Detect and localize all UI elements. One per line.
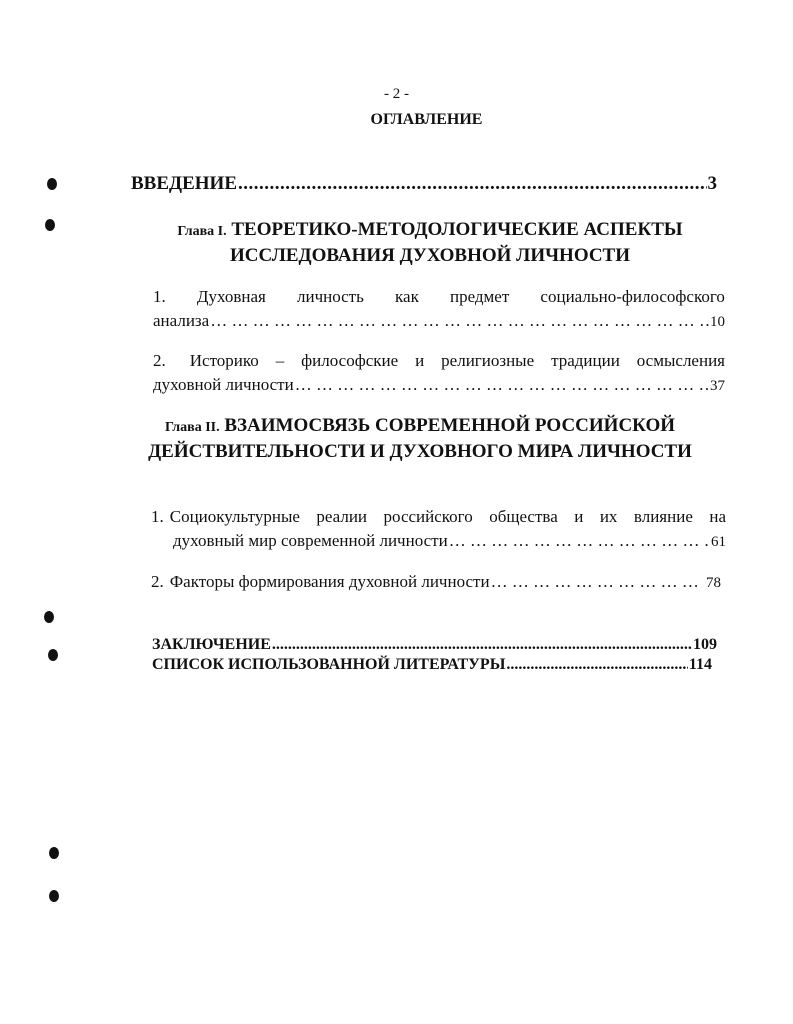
toc-entry-word: личность bbox=[296, 287, 364, 306]
toc-entry-label: Факторы формирования духовной личности bbox=[169, 572, 490, 591]
chapter-title-line-1: ТЕОРЕТИКО-МЕТОДОЛОГИЧЕСКИЕ АСПЕКТЫ bbox=[231, 219, 683, 240]
toc-page-number: 109 bbox=[693, 636, 717, 653]
toc-entry-text-line-2 bbox=[151, 529, 726, 554]
toc-entry-bibliography bbox=[152, 656, 712, 674]
toc-entry-text-line-1 bbox=[153, 285, 725, 309]
toc-page-number: 61 bbox=[711, 534, 726, 550]
punch-hole-mark bbox=[49, 890, 59, 902]
toc-entry-1-1 bbox=[153, 285, 725, 334]
toc-entry-number: 2. bbox=[153, 351, 166, 370]
toc-entry-text-line-1 bbox=[151, 570, 721, 595]
toc-entry-label: духовной личности bbox=[153, 375, 294, 394]
punch-hole-mark bbox=[49, 847, 59, 859]
toc-page-number: 37 bbox=[710, 378, 725, 394]
toc-entry-conclusion bbox=[152, 636, 717, 654]
toc-page-number: 78 bbox=[706, 575, 721, 591]
punch-hole-mark bbox=[45, 219, 55, 231]
leader-dots bbox=[491, 570, 705, 594]
toc-entry-number: 1. bbox=[151, 507, 164, 526]
toc-page-number: 3 bbox=[707, 173, 717, 194]
chapter-1-heading bbox=[150, 218, 710, 268]
toc-entry-text-line-1 bbox=[151, 505, 726, 529]
toc-entry-text-line-1 bbox=[153, 349, 725, 373]
toc-entry-label: духовный мир современной личности bbox=[173, 531, 448, 550]
page-title: ОГЛАВЛЕНИЕ bbox=[370, 111, 483, 128]
toc-entry-number: 1. bbox=[153, 287, 166, 306]
page-number: - 2 - bbox=[384, 86, 409, 102]
leader-dots bbox=[210, 309, 709, 333]
chapter-label: Глава II. bbox=[164, 420, 220, 435]
chapter-title-line-1: ВЗАИМОСВЯЗЬ СОВРЕМЕННОЙ РОССИЙСКОЙ bbox=[224, 415, 676, 436]
leader-dots bbox=[506, 656, 687, 674]
chapter-title-line-2: ДЕЙСТВИТЕЛЬНОСТИ И ДУХОВНОГО МИРА ЛИЧНОСТИ bbox=[148, 441, 692, 462]
leader-dots bbox=[272, 636, 692, 654]
toc-entry-number: 2. bbox=[151, 572, 164, 591]
toc-entry-1-2 bbox=[153, 349, 725, 398]
punch-hole-mark bbox=[44, 611, 54, 623]
toc-entry-introduction bbox=[131, 173, 717, 195]
leader-dots bbox=[238, 173, 707, 195]
toc-entry-label: Историко – философские и религиозные традиции осмысления bbox=[189, 351, 725, 370]
toc-entry-text-line-2 bbox=[153, 373, 725, 398]
toc-entry-label: ЗАКЛЮЧЕНИЕ bbox=[152, 636, 271, 653]
toc-entry-2-1 bbox=[151, 505, 726, 554]
toc-entry-word: как bbox=[395, 287, 419, 306]
toc-entry-word: Духовная bbox=[196, 287, 266, 306]
toc-page-number: 114 bbox=[688, 656, 712, 673]
toc-entry-text-line-2 bbox=[153, 309, 725, 334]
punch-hole-mark bbox=[47, 178, 57, 190]
toc-entry-label: СПИСОК ИСПОЛЬЗОВАННОЙ ЛИТЕРАТУРЫ bbox=[152, 656, 506, 673]
leader-dots bbox=[449, 529, 710, 553]
toc-entry-word: социально-философского bbox=[540, 287, 725, 306]
toc-entry-2-2 bbox=[151, 570, 721, 595]
leader-dots bbox=[295, 373, 709, 397]
chapter-2-heading bbox=[100, 414, 740, 464]
punch-hole-mark bbox=[48, 649, 58, 661]
toc-page-number: 10 bbox=[710, 314, 725, 330]
toc-entry-label: ВВЕДЕНИЕ bbox=[131, 173, 237, 194]
toc-entry-label: Социокультурные реалии российского общества и их влияние на bbox=[169, 507, 726, 526]
chapter-label: Глава I. bbox=[177, 224, 227, 239]
toc-entry-word: предмет bbox=[449, 287, 510, 306]
chapter-title-line-2: ИССЛЕДОВАНИЯ ДУХОВНОЙ ЛИЧНОСТИ bbox=[229, 245, 631, 266]
toc-entry-label: анализа bbox=[153, 311, 210, 330]
